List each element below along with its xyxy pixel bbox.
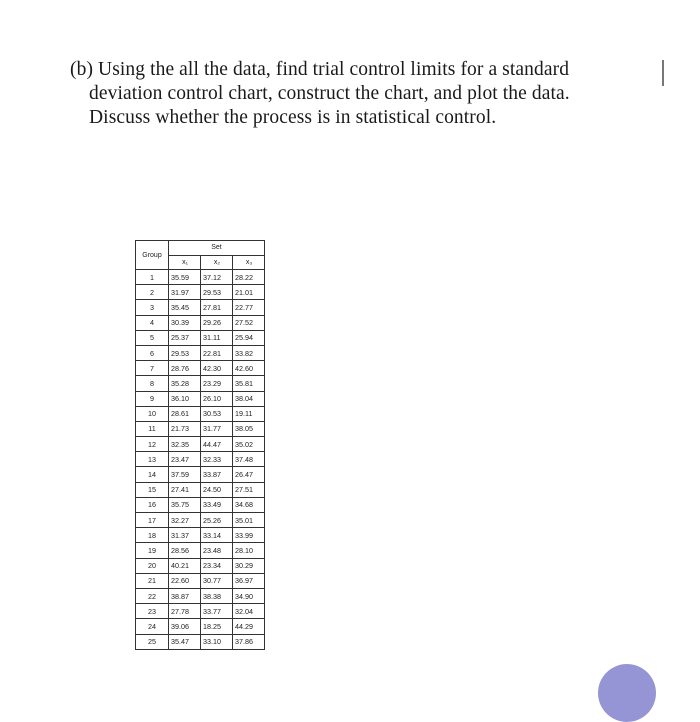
question-line-2: deviation control chart, construct the chart, and plot the data.	[89, 83, 570, 104]
group-number-cell: 24	[136, 619, 169, 634]
value-cell-x1: 28.56	[169, 543, 201, 558]
value-cell-x3: 35.01	[233, 513, 265, 528]
group-number-cell: 8	[136, 376, 169, 391]
value-cell-x1: 38.87	[169, 588, 201, 603]
group-number-cell: 7	[136, 361, 169, 376]
value-cell-x3: 27.51	[233, 482, 265, 497]
value-cell-x1: 28.61	[169, 406, 201, 421]
group-number-cell: 15	[136, 482, 169, 497]
value-cell-x2: 18.25	[201, 619, 233, 634]
table-body	[136, 270, 265, 650]
table-row	[136, 588, 265, 603]
question-text	[70, 58, 650, 130]
group-number-cell: 17	[136, 513, 169, 528]
table-row	[136, 573, 265, 588]
value-cell-x3: 25.94	[233, 330, 265, 345]
group-header: Group	[136, 241, 169, 270]
value-cell-x3: 27.52	[233, 315, 265, 330]
value-cell-x3: 30.29	[233, 558, 265, 573]
value-cell-x3: 35.02	[233, 437, 265, 452]
value-cell-x3: 33.82	[233, 345, 265, 360]
value-cell-x3: 22.77	[233, 300, 265, 315]
table-row	[136, 558, 265, 573]
value-cell-x1: 25.37	[169, 330, 201, 345]
value-cell-x3: 21.01	[233, 285, 265, 300]
value-cell-x3: 32.04	[233, 604, 265, 619]
table-row	[136, 315, 265, 330]
group-number-cell: 23	[136, 604, 169, 619]
value-cell-x1: 29.53	[169, 345, 201, 360]
value-cell-x1: 28.76	[169, 361, 201, 376]
value-cell-x2: 33.14	[201, 528, 233, 543]
value-cell-x3: 38.05	[233, 421, 265, 436]
table-row	[136, 406, 265, 421]
value-cell-x2: 33.87	[201, 467, 233, 482]
group-number-cell: 22	[136, 588, 169, 603]
table-row	[136, 543, 265, 558]
value-cell-x1: 27.78	[169, 604, 201, 619]
value-cell-x1: 31.97	[169, 285, 201, 300]
table-row	[136, 285, 265, 300]
value-cell-x2: 33.77	[201, 604, 233, 619]
table-row	[136, 391, 265, 406]
value-cell-x2: 38.38	[201, 588, 233, 603]
value-cell-x2: 26.10	[201, 391, 233, 406]
group-number-cell: 10	[136, 406, 169, 421]
table-row	[136, 604, 265, 619]
value-cell-x2: 33.49	[201, 497, 233, 512]
table-row	[136, 330, 265, 345]
value-cell-x1: 22.60	[169, 573, 201, 588]
value-cell-x3: 36.97	[233, 573, 265, 588]
group-number-cell: 25	[136, 634, 169, 649]
value-cell-x1: 30.39	[169, 315, 201, 330]
value-cell-x1: 35.75	[169, 497, 201, 512]
group-number-cell: 6	[136, 345, 169, 360]
value-cell-x3: 44.29	[233, 619, 265, 634]
value-cell-x2: 23.48	[201, 543, 233, 558]
value-cell-x2: 29.53	[201, 285, 233, 300]
table-row	[136, 482, 265, 497]
table-row	[136, 361, 265, 376]
column-header-x3: x₃	[233, 255, 265, 270]
value-cell-x1: 35.45	[169, 300, 201, 315]
group-number-cell: 20	[136, 558, 169, 573]
table-row	[136, 421, 265, 436]
value-cell-x1: 23.47	[169, 452, 201, 467]
value-cell-x1: 35.28	[169, 376, 201, 391]
value-cell-x3: 37.48	[233, 452, 265, 467]
value-cell-x2: 23.29	[201, 376, 233, 391]
data-table	[135, 240, 265, 650]
value-cell-x1: 32.27	[169, 513, 201, 528]
value-cell-x3: 28.10	[233, 543, 265, 558]
group-number-cell: 3	[136, 300, 169, 315]
value-cell-x2: 23.34	[201, 558, 233, 573]
value-cell-x2: 31.77	[201, 421, 233, 436]
value-cell-x1: 36.10	[169, 391, 201, 406]
group-number-cell: 19	[136, 543, 169, 558]
table-row	[136, 513, 265, 528]
group-number-cell: 12	[136, 437, 169, 452]
value-cell-x1: 21.73	[169, 421, 201, 436]
value-cell-x3: 26.47	[233, 467, 265, 482]
value-cell-x2: 32.33	[201, 452, 233, 467]
value-cell-x2: 30.53	[201, 406, 233, 421]
value-cell-x2: 27.81	[201, 300, 233, 315]
value-cell-x2: 44.47	[201, 437, 233, 452]
question-line-1: (b) Using the all the data, find trial control limits for a standard	[70, 59, 570, 80]
group-number-cell: 14	[136, 467, 169, 482]
table-row	[136, 300, 265, 315]
group-number-cell: 4	[136, 315, 169, 330]
value-cell-x1: 27.41	[169, 482, 201, 497]
value-cell-x3: 38.04	[233, 391, 265, 406]
value-cell-x2: 22.81	[201, 345, 233, 360]
table-row	[136, 528, 265, 543]
table-row	[136, 270, 265, 285]
value-cell-x1: 35.47	[169, 634, 201, 649]
value-cell-x2: 30.77	[201, 573, 233, 588]
value-cell-x3: 34.90	[233, 588, 265, 603]
value-cell-x2: 33.10	[201, 634, 233, 649]
value-cell-x2: 24.50	[201, 482, 233, 497]
table-row	[136, 634, 265, 649]
value-cell-x3: 35.81	[233, 376, 265, 391]
group-number-cell: 9	[136, 391, 169, 406]
table-row	[136, 345, 265, 360]
value-cell-x1: 37.59	[169, 467, 201, 482]
value-cell-x1: 39.06	[169, 619, 201, 634]
column-header-x1: x₁	[169, 255, 201, 270]
value-cell-x2: 29.26	[201, 315, 233, 330]
value-cell-x1: 35.59	[169, 270, 201, 285]
group-number-cell: 1	[136, 270, 169, 285]
table-row	[136, 452, 265, 467]
table-row	[136, 619, 265, 634]
table-row	[136, 437, 265, 452]
set-header: Set	[169, 241, 265, 256]
column-header-x2: x₂	[201, 255, 233, 270]
value-cell-x2: 42.30	[201, 361, 233, 376]
group-number-cell: 18	[136, 528, 169, 543]
value-cell-x1: 32.35	[169, 437, 201, 452]
value-cell-x2: 31.11	[201, 330, 233, 345]
group-number-cell: 5	[136, 330, 169, 345]
group-number-cell: 11	[136, 421, 169, 436]
value-cell-x1: 31.37	[169, 528, 201, 543]
value-cell-x3: 33.99	[233, 528, 265, 543]
value-cell-x3: 19.11	[233, 406, 265, 421]
value-cell-x3: 42.60	[233, 361, 265, 376]
corner-badge	[598, 664, 656, 722]
table-row	[136, 376, 265, 391]
table-row	[136, 467, 265, 482]
group-number-cell: 21	[136, 573, 169, 588]
question-line-3: Discuss whether the process is in statistical control.	[89, 107, 497, 128]
group-number-cell: 13	[136, 452, 169, 467]
table-row	[136, 497, 265, 512]
group-number-cell: 16	[136, 497, 169, 512]
value-cell-x2: 37.12	[201, 270, 233, 285]
value-cell-x3: 34.68	[233, 497, 265, 512]
page-edge-mark	[662, 60, 664, 86]
value-cell-x3: 37.86	[233, 634, 265, 649]
value-cell-x2: 25.26	[201, 513, 233, 528]
value-cell-x1: 40.21	[169, 558, 201, 573]
group-number-cell: 2	[136, 285, 169, 300]
value-cell-x3: 28.22	[233, 270, 265, 285]
